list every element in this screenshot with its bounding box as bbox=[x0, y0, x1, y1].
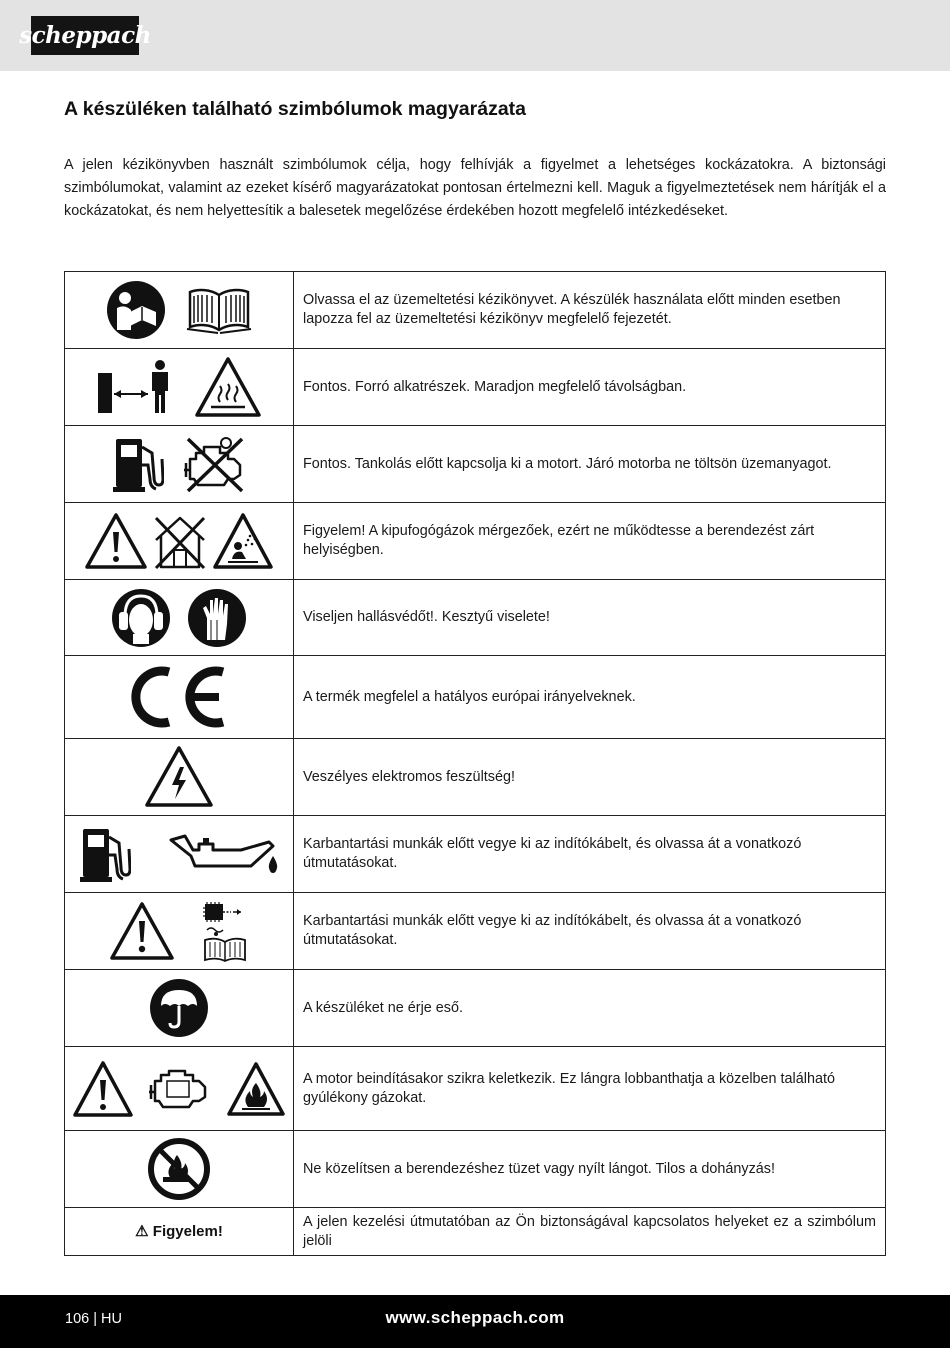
table-row bbox=[65, 503, 886, 580]
description-cell: Fontos. Forró alkatrészek. Maradjon megfelelő távolságban. bbox=[294, 349, 886, 426]
symbol-cell bbox=[65, 739, 294, 816]
read-manual-icon bbox=[106, 280, 166, 340]
no-running-engine-icon bbox=[184, 435, 246, 493]
table-row bbox=[65, 1047, 886, 1131]
description-cell: Veszélyes elektromos feszültség! bbox=[294, 739, 886, 816]
engine-icon bbox=[149, 1067, 211, 1111]
scheppach-logo: scheppach bbox=[31, 16, 139, 55]
symbol-cell bbox=[65, 503, 294, 580]
disconnect-read-manual-icon bbox=[201, 900, 249, 962]
description-cell: A készüléket ne érje eső. bbox=[294, 970, 886, 1047]
table-row bbox=[65, 349, 886, 426]
warning-triangle-icon: ⚠ bbox=[135, 1223, 149, 1240]
intro-paragraph: A jelen kézikönyvben használt szimbólumok célja, hogy felhívják a figyelmet a lehetséges kockázatokra. A biztonsági szimbólumokat, valamint az ezeket kísérő magyarázatokat pontosan értelmezni kell. Maguk a figyelmeztetések nem hárítják el a kockázatokat, és nem helyettesítik a balesetek megelőzése érdekében hozott megfelelő intézkedéseket. bbox=[64, 157, 886, 219]
symbol-cell bbox=[65, 970, 294, 1047]
description-cell: A jelen kezelési útmutatóban az Ön biztonságával kapcsolatos helyeket ez a szimbólum jelöli bbox=[294, 1208, 886, 1256]
table-row bbox=[65, 970, 886, 1047]
symbol-cell bbox=[65, 580, 294, 656]
warning-label bbox=[135, 1223, 223, 1240]
open-book-icon bbox=[186, 285, 252, 335]
symbol-cell bbox=[65, 816, 294, 893]
symbol-cell bbox=[65, 272, 294, 349]
description-cell: Karbantartási munkák előtt vegye ki az indítókábelt, és olvassa át a vonatkozó útmutatásokat. bbox=[294, 816, 886, 893]
symbol-cell bbox=[65, 656, 294, 739]
description-cell: Viseljen hallásvédőt!. Kesztyű viselete! bbox=[294, 580, 886, 656]
protect-from-rain-icon bbox=[149, 978, 209, 1038]
warning-icon bbox=[109, 901, 175, 961]
warning-icon bbox=[72, 1060, 134, 1118]
table-row bbox=[65, 426, 886, 503]
ce-mark-icon bbox=[129, 664, 229, 730]
ear-protection-icon bbox=[111, 588, 171, 648]
toxic-fumes-icon bbox=[212, 512, 274, 570]
symbols-table bbox=[64, 271, 886, 1256]
description-cell: Karbantartási munkák előtt vegye ki az indítókábelt, és olvassa át a vonatkozó útmutatásokat. bbox=[294, 893, 886, 970]
hot-surface-icon bbox=[194, 356, 262, 418]
electric-hazard-icon bbox=[144, 745, 214, 809]
keep-distance-icon bbox=[96, 359, 174, 415]
warning-icon bbox=[84, 512, 148, 570]
description-cell: Fontos. Tankolás előtt kapcsolja ki a motort. Járó motorba ne töltsön üzemanyagot. bbox=[294, 426, 886, 503]
table-row bbox=[65, 580, 886, 656]
oil-can-icon bbox=[169, 832, 279, 876]
no-open-flame-icon bbox=[147, 1137, 211, 1201]
symbol-cell bbox=[65, 1047, 294, 1131]
symbol-cell bbox=[65, 426, 294, 503]
table-row bbox=[65, 656, 886, 739]
gloves-icon bbox=[187, 588, 247, 648]
description-cell: Olvassa el az üzemeltetési kézikönyvet. A készülék használata előtt minden esetben lapozza fel az üzemeltetési kézikönyv megfelelő fejezetét. bbox=[294, 272, 886, 349]
footer bbox=[0, 1295, 950, 1348]
table-row bbox=[65, 272, 886, 349]
description-cell: Ne közelítsen a berendezéshez tüzet vagy nyílt lángot. Tilos a dohányzás! bbox=[294, 1131, 886, 1208]
symbol-cell bbox=[65, 1208, 294, 1256]
description-cell: A termék megfelel a hatályos európai irányelveknek. bbox=[294, 656, 886, 739]
table-row bbox=[65, 1131, 886, 1208]
language-code: HU bbox=[101, 1311, 122, 1327]
fuel-pump-icon bbox=[112, 435, 164, 493]
description-cell: A motor beindításakor szikra keletkezik. Ez lángra lobbanthatja a közelben található gyúlékony gázokat. bbox=[294, 1047, 886, 1131]
header-band bbox=[0, 0, 950, 71]
table-row bbox=[65, 816, 886, 893]
table-row bbox=[65, 739, 886, 816]
page-number-value: 106 bbox=[65, 1311, 90, 1327]
page-title: A készüléken található szimbólumok magyarázata bbox=[64, 98, 527, 120]
website-link[interactable]: www.scheppach.com bbox=[385, 1308, 565, 1327]
symbol-cell bbox=[65, 349, 294, 426]
description-cell: Figyelem! A kipufogógázok mérgezőek, ezért ne működtesse a berendezést zárt helyiségben. bbox=[294, 503, 886, 580]
symbol-cell bbox=[65, 893, 294, 970]
table-row bbox=[65, 893, 886, 970]
symbol-cell bbox=[65, 1131, 294, 1208]
flammable-icon bbox=[226, 1061, 286, 1117]
table-row bbox=[65, 1208, 886, 1256]
warning-label-text: Figyelem! bbox=[152, 1223, 223, 1240]
fuel-pump-icon bbox=[79, 825, 131, 883]
no-indoor-use-icon bbox=[152, 512, 208, 570]
page-separator: | bbox=[93, 1311, 98, 1327]
